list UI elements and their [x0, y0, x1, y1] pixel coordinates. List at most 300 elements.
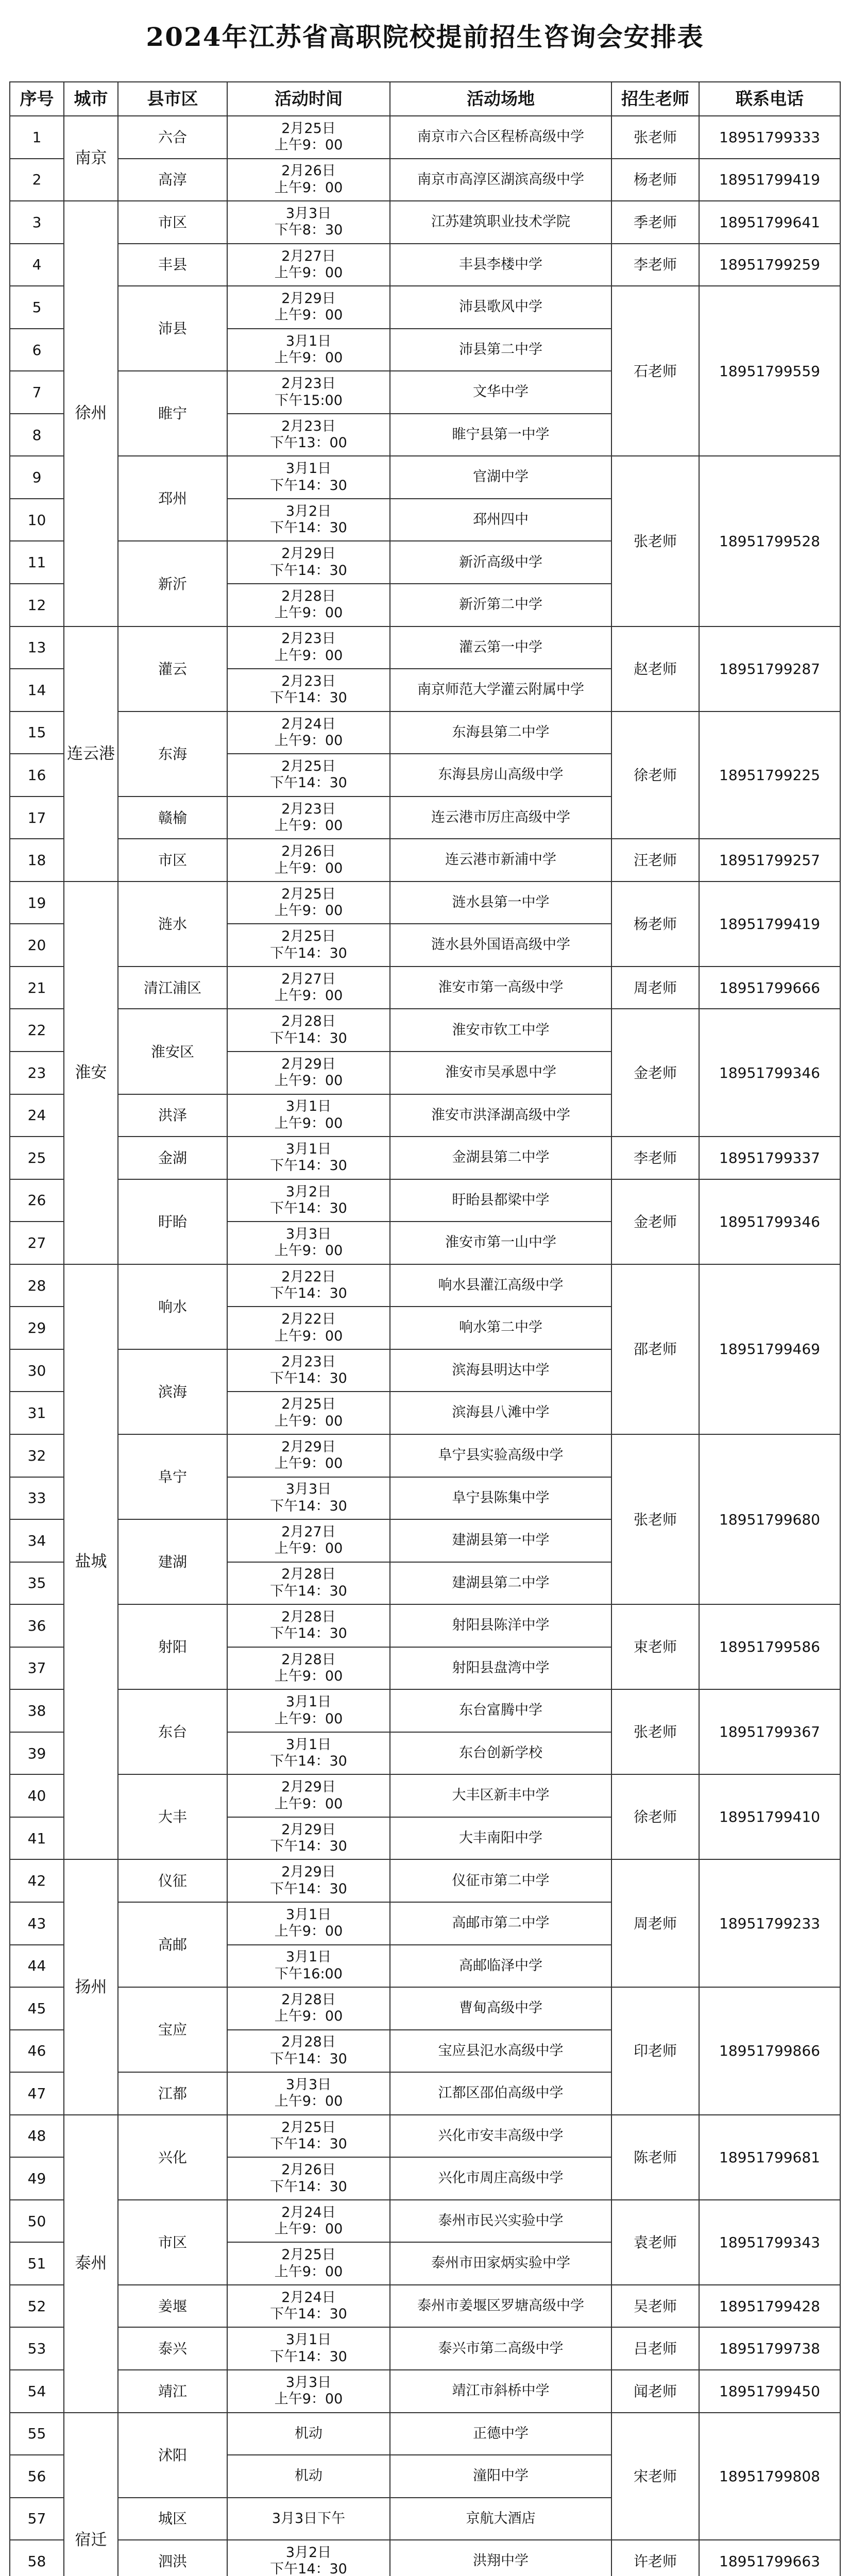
time-cell: 2月25日 下午14：30 [227, 754, 390, 796]
phone-cell: 18951799450 [699, 2370, 840, 2413]
phone-cell: 18951799559 [699, 286, 840, 456]
index-cell: 40 [10, 1774, 64, 1817]
header-district: 县市区 [118, 82, 227, 116]
teacher-cell: 张老师 [611, 116, 699, 159]
index-cell: 15 [10, 711, 64, 754]
district-cell: 沭阳 [118, 2413, 227, 2498]
time-cell: 2月29日 下午14：30 [227, 1859, 390, 1902]
phone-cell: 18951799367 [699, 1689, 840, 1774]
time-cell: 2月29日 上午9：00 [227, 1774, 390, 1817]
table-row [10, 456, 840, 499]
teacher-cell: 周老师 [611, 1859, 699, 1987]
table-header-row [10, 82, 840, 116]
city-cell: 南京 [64, 116, 118, 201]
venue-cell: 沛县歌风中学 [390, 286, 611, 329]
district-cell: 丰县 [118, 244, 227, 286]
index-cell: 45 [10, 1987, 64, 2030]
district-cell: 仪征 [118, 1859, 227, 1902]
time-cell: 2月26日 上午9：00 [227, 839, 390, 882]
header-venue: 活动场地 [390, 82, 611, 116]
teacher-cell: 石老师 [611, 286, 699, 456]
index-cell: 51 [10, 2242, 64, 2285]
time-cell: 3月1日 下午16:00 [227, 1945, 390, 1988]
district-cell: 市区 [118, 839, 227, 882]
phone-cell: 18951799808 [699, 2413, 840, 2540]
district-cell: 响水 [118, 1264, 227, 1349]
phone-cell: 18951799259 [699, 244, 840, 286]
teacher-cell: 吴老师 [611, 2285, 699, 2328]
district-cell: 泗洪 [118, 2540, 227, 2576]
table-row [10, 2327, 840, 2370]
venue-cell: 淮安市第一山中学 [390, 1222, 611, 1264]
district-cell: 金湖 [118, 1137, 227, 1179]
index-cell: 33 [10, 1477, 64, 1520]
time-cell: 3月3日 下午14：30 [227, 1477, 390, 1520]
table-row [10, 1774, 840, 1817]
venue-cell: 淮安市吴承恩中学 [390, 1052, 611, 1094]
time-cell: 2月28日 上午9：00 [227, 1987, 390, 2030]
time-cell: 3月3日 上午9：00 [227, 2072, 390, 2115]
index-cell: 1 [10, 116, 64, 159]
time-cell: 2月23日 下午14：30 [227, 669, 390, 711]
table-row [10, 1434, 840, 1477]
index-cell: 6 [10, 329, 64, 371]
index-cell: 29 [10, 1307, 64, 1349]
time-cell: 2月23日 下午13：00 [227, 414, 390, 456]
venue-cell: 曹甸高级中学 [390, 1987, 611, 2030]
index-cell: 16 [10, 754, 64, 796]
index-cell: 43 [10, 1902, 64, 1945]
venue-cell: 泰兴市第二高级中学 [390, 2327, 611, 2370]
time-cell: 2月29日 下午14：30 [227, 541, 390, 584]
district-cell: 盱眙 [118, 1179, 227, 1264]
venue-cell: 连云港市厉庄高级中学 [390, 796, 611, 839]
venue-cell: 涟水县第一中学 [390, 882, 611, 924]
district-cell: 江都 [118, 2072, 227, 2115]
venue-cell: 仪征市第二中学 [390, 1859, 611, 1902]
index-cell: 46 [10, 2030, 64, 2073]
phone-cell: 18951799528 [699, 456, 840, 626]
index-cell: 58 [10, 2540, 64, 2576]
venue-cell: 滨海县明达中学 [390, 1349, 611, 1392]
venue-cell: 滨海县八滩中学 [390, 1392, 611, 1434]
venue-cell: 淮安市钦工中学 [390, 1009, 611, 1052]
index-cell: 27 [10, 1222, 64, 1264]
teacher-cell: 金老师 [611, 1009, 699, 1137]
header-phone: 联系电话 [699, 82, 840, 116]
index-cell: 21 [10, 967, 64, 1009]
district-cell: 泰兴 [118, 2327, 227, 2370]
venue-cell: 建湖县第二中学 [390, 1562, 611, 1605]
venue-cell: 大丰区新丰中学 [390, 1774, 611, 1817]
venue-cell: 高邮市第二中学 [390, 1902, 611, 1945]
time-cell: 2月29日 上午9：00 [227, 1434, 390, 1477]
time-cell: 3月1日 下午14：30 [227, 1732, 390, 1775]
index-cell: 22 [10, 1009, 64, 1052]
district-cell: 赣榆 [118, 796, 227, 839]
time-cell: 3月3日 上午9：00 [227, 2370, 390, 2413]
time-cell: 2月24日 上午9：00 [227, 711, 390, 754]
venue-cell: 盱眙县都梁中学 [390, 1179, 611, 1222]
phone-cell: 18951799586 [699, 1604, 840, 1689]
index-cell: 17 [10, 796, 64, 839]
index-cell: 13 [10, 626, 64, 669]
time-cell: 3月2日 下午14：30 [227, 2540, 390, 2576]
teacher-cell: 许老师 [611, 2540, 699, 2576]
header-teacher: 招生老师 [611, 82, 699, 116]
district-cell: 灌云 [118, 626, 227, 711]
teacher-cell: 袁老师 [611, 2200, 699, 2285]
teacher-cell: 汪老师 [611, 839, 699, 882]
table-row [10, 2540, 840, 2576]
index-cell: 42 [10, 1859, 64, 1902]
table-row [10, 1137, 840, 1179]
time-cell: 3月3日 上午9：00 [227, 1222, 390, 1264]
time-cell: 2月23日 下午15:00 [227, 371, 390, 414]
index-cell: 4 [10, 244, 64, 286]
city-cell: 徐州 [64, 201, 118, 626]
phone-cell: 18951799666 [699, 967, 840, 1009]
teacher-cell: 陈老师 [611, 2115, 699, 2200]
venue-cell: 丰县李楼中学 [390, 244, 611, 286]
phone-cell: 18951799233 [699, 1859, 840, 1987]
venue-cell: 连云港市新浦中学 [390, 839, 611, 882]
venue-cell: 响水县灌江高级中学 [390, 1264, 611, 1307]
index-cell: 20 [10, 924, 64, 967]
table-row [10, 1987, 840, 2030]
venue-cell: 兴化市安丰高级中学 [390, 2115, 611, 2158]
district-cell: 新沂 [118, 541, 227, 626]
city-cell: 扬州 [64, 1859, 118, 2114]
time-cell: 3月1日 上午9：00 [227, 1094, 390, 1137]
venue-cell: 泰州市田家炳实验中学 [390, 2242, 611, 2285]
time-cell: 3月1日 上午9：00 [227, 1902, 390, 1945]
index-cell: 26 [10, 1179, 64, 1222]
index-cell: 41 [10, 1817, 64, 1860]
phone-cell: 18951799419 [699, 159, 840, 201]
phone-cell: 18951799866 [699, 1987, 840, 2115]
district-cell: 兴化 [118, 2115, 227, 2200]
district-cell: 涟水 [118, 882, 227, 967]
venue-cell: 官湖中学 [390, 456, 611, 499]
district-cell: 六合 [118, 116, 227, 159]
index-cell: 9 [10, 456, 64, 499]
time-cell: 2月26日 下午14：30 [227, 2157, 390, 2200]
venue-cell: 射阳县陈洋中学 [390, 1604, 611, 1647]
time-cell: 2月25日 下午14：30 [227, 2115, 390, 2158]
phone-cell: 18951799333 [699, 116, 840, 159]
table-row [10, 1009, 840, 1052]
table-row [10, 159, 840, 201]
index-cell: 55 [10, 2413, 64, 2455]
time-cell: 3月1日 下午14：30 [227, 1137, 390, 1179]
teacher-cell: 吕老师 [611, 2327, 699, 2370]
district-cell: 东海 [118, 711, 227, 796]
time-cell: 2月27日 上午9：00 [227, 1519, 390, 1562]
venue-cell: 灌云第一中学 [390, 626, 611, 669]
index-cell: 2 [10, 159, 64, 201]
index-cell: 53 [10, 2327, 64, 2370]
venue-cell: 潼阳中学 [390, 2455, 611, 2498]
phone-cell: 18951799419 [699, 882, 840, 967]
index-cell: 28 [10, 1264, 64, 1307]
city-cell: 连云港 [64, 626, 118, 882]
venue-cell: 东海县第二中学 [390, 711, 611, 754]
index-cell: 35 [10, 1562, 64, 1605]
time-cell: 2月24日 上午9：00 [227, 2200, 390, 2243]
index-cell: 8 [10, 414, 64, 456]
table-row [10, 1689, 840, 1732]
district-cell: 市区 [118, 2200, 227, 2285]
index-cell: 3 [10, 201, 64, 244]
header-index: 序号 [10, 82, 64, 116]
venue-cell: 靖江市斜桥中学 [390, 2370, 611, 2413]
time-cell: 2月25日 上午9：00 [227, 116, 390, 159]
time-cell: 2月25日 上午9：00 [227, 2242, 390, 2285]
venue-cell: 南京市高淳区湖滨高级中学 [390, 159, 611, 201]
index-cell: 36 [10, 1604, 64, 1647]
teacher-cell: 周老师 [611, 967, 699, 1009]
phone-cell: 18951799428 [699, 2285, 840, 2328]
time-cell: 2月29日 下午14：30 [227, 1817, 390, 1860]
district-cell: 高邮 [118, 1902, 227, 1987]
venue-cell: 淮安市第一高级中学 [390, 967, 611, 1009]
phone-cell: 18951799680 [699, 1434, 840, 1604]
district-cell: 洪泽 [118, 1094, 227, 1137]
phone-cell: 18951799469 [699, 1264, 840, 1434]
time-cell: 2月28日 下午14：30 [227, 1562, 390, 1605]
time-cell: 2月29日 上午9：00 [227, 286, 390, 329]
venue-cell: 东海县房山高级中学 [390, 754, 611, 796]
district-cell: 射阳 [118, 1604, 227, 1689]
district-cell: 沛县 [118, 286, 227, 371]
table-row [10, 2115, 840, 2158]
teacher-cell: 季老师 [611, 201, 699, 244]
table-row [10, 1264, 840, 1307]
teacher-cell: 金老师 [611, 1179, 699, 1264]
venue-cell: 淮安市洪泽湖高级中学 [390, 1094, 611, 1137]
district-cell: 睢宁 [118, 371, 227, 456]
index-cell: 39 [10, 1732, 64, 1775]
index-cell: 38 [10, 1689, 64, 1732]
venue-cell: 涟水县外国语高级中学 [390, 924, 611, 967]
phone-cell: 18951799410 [699, 1774, 840, 1859]
teacher-cell: 印老师 [611, 1987, 699, 2115]
teacher-cell: 李老师 [611, 244, 699, 286]
time-cell: 2月28日 下午14：30 [227, 1604, 390, 1647]
index-cell: 14 [10, 669, 64, 711]
index-cell: 47 [10, 2072, 64, 2115]
time-cell: 2月24日 下午14：30 [227, 2285, 390, 2328]
district-cell: 大丰 [118, 1774, 227, 1859]
index-cell: 49 [10, 2157, 64, 2200]
index-cell: 50 [10, 2200, 64, 2243]
header-time: 活动时间 [227, 82, 390, 116]
venue-cell: 金湖县第二中学 [390, 1137, 611, 1179]
index-cell: 24 [10, 1094, 64, 1137]
city-cell: 宿迁 [64, 2413, 118, 2576]
time-cell: 3月1日 上午9：00 [227, 329, 390, 371]
venue-cell: 泰州市姜堰区罗塘高级中学 [390, 2285, 611, 2328]
time-cell: 机动 [227, 2413, 390, 2455]
venue-cell: 响水第二中学 [390, 1307, 611, 1349]
teacher-cell: 徐老师 [611, 711, 699, 839]
phone-cell: 18951799681 [699, 2115, 840, 2200]
time-cell: 3月1日 下午14：30 [227, 2327, 390, 2370]
city-cell: 泰州 [64, 2115, 118, 2413]
time-cell: 2月25日 上午9：00 [227, 882, 390, 924]
table-row [10, 286, 840, 329]
time-cell: 3月1日 下午14：30 [227, 456, 390, 499]
schedule-table [9, 81, 841, 2576]
table-row [10, 2413, 840, 2455]
table-row [10, 2200, 840, 2243]
venue-cell: 阜宁县实验高级中学 [390, 1434, 611, 1477]
phone-cell: 18951799343 [699, 2200, 840, 2285]
time-cell: 2月28日 下午14：30 [227, 1009, 390, 1052]
teacher-cell: 徐老师 [611, 1774, 699, 1859]
teacher-cell: 张老师 [611, 456, 699, 626]
index-cell: 19 [10, 882, 64, 924]
table-body [10, 116, 840, 2576]
index-cell: 12 [10, 584, 64, 626]
district-cell: 邳州 [118, 456, 227, 541]
time-cell: 2月26日 上午9：00 [227, 159, 390, 201]
time-cell: 2月29日 上午9：00 [227, 1052, 390, 1094]
index-cell: 52 [10, 2285, 64, 2328]
time-cell: 3月2日 下午14：30 [227, 1179, 390, 1222]
district-cell: 清江浦区 [118, 967, 227, 1009]
teacher-cell: 宋老师 [611, 2413, 699, 2540]
time-cell: 2月27日 上午9：00 [227, 967, 390, 1009]
index-cell: 32 [10, 1434, 64, 1477]
table-row [10, 711, 840, 754]
table-row [10, 2285, 840, 2328]
district-cell: 城区 [118, 2498, 227, 2540]
table-row [10, 967, 840, 1009]
venue-cell: 江都区邵伯高级中学 [390, 2072, 611, 2115]
time-cell: 3月3日 下午8：30 [227, 201, 390, 244]
index-cell: 31 [10, 1392, 64, 1434]
venue-cell: 睢宁县第一中学 [390, 414, 611, 456]
time-cell: 2月28日 上午9：00 [227, 584, 390, 626]
district-cell: 高淳 [118, 159, 227, 201]
venue-cell: 东台创新学校 [390, 1732, 611, 1775]
phone-cell: 18951799337 [699, 1137, 840, 1179]
index-cell: 34 [10, 1519, 64, 1562]
venue-cell: 阜宁县陈集中学 [390, 1477, 611, 1520]
time-cell: 2月22日 上午9：00 [227, 1307, 390, 1349]
table-row [10, 626, 840, 669]
district-cell: 市区 [118, 201, 227, 244]
teacher-cell: 张老师 [611, 1434, 699, 1604]
index-cell: 56 [10, 2455, 64, 2498]
venue-cell: 文华中学 [390, 371, 611, 414]
time-cell: 2月23日 上午9：00 [227, 796, 390, 839]
table-row [10, 244, 840, 286]
time-cell: 2月25日 下午14：30 [227, 924, 390, 967]
index-cell: 57 [10, 2498, 64, 2540]
table-row [10, 1179, 840, 1222]
table-row [10, 2370, 840, 2413]
city-cell: 淮安 [64, 882, 118, 1264]
phone-cell: 18951799287 [699, 626, 840, 711]
venue-cell: 南京市六合区程桥高级中学 [390, 116, 611, 159]
venue-cell: 宝应县氾水高级中学 [390, 2030, 611, 2073]
phone-cell: 18951799346 [699, 1009, 840, 1137]
phone-cell: 18951799346 [699, 1179, 840, 1264]
time-cell: 2月23日 下午14：30 [227, 1349, 390, 1392]
venue-cell: 新沂高级中学 [390, 541, 611, 584]
index-cell: 48 [10, 2115, 64, 2158]
time-cell: 2月28日 上午9：00 [227, 1647, 390, 1690]
index-cell: 30 [10, 1349, 64, 1392]
teacher-cell: 邵老师 [611, 1264, 699, 1434]
district-cell: 东台 [118, 1689, 227, 1774]
phone-cell: 18951799257 [699, 839, 840, 882]
venue-cell: 东台富腾中学 [390, 1689, 611, 1732]
venue-cell: 京航大酒店 [390, 2498, 611, 2540]
index-cell: 10 [10, 499, 64, 541]
time-cell: 2月22日 下午14：30 [227, 1264, 390, 1307]
district-cell: 姜堰 [118, 2285, 227, 2328]
venue-cell: 邳州四中 [390, 499, 611, 541]
index-cell: 37 [10, 1647, 64, 1690]
district-cell: 滨海 [118, 1349, 227, 1434]
venue-cell: 洪翔中学 [390, 2540, 611, 2576]
table-row [10, 201, 840, 244]
index-cell: 11 [10, 541, 64, 584]
venue-cell: 沛县第二中学 [390, 329, 611, 371]
teacher-cell: 赵老师 [611, 626, 699, 711]
venue-cell: 泰州市民兴实验中学 [390, 2200, 611, 2243]
index-cell: 18 [10, 839, 64, 882]
district-cell: 淮安区 [118, 1009, 227, 1094]
index-cell: 54 [10, 2370, 64, 2413]
index-cell: 23 [10, 1052, 64, 1094]
venue-cell: 建湖县第一中学 [390, 1519, 611, 1562]
city-cell: 盐城 [64, 1264, 118, 1860]
teacher-cell: 杨老师 [611, 159, 699, 201]
header-city: 城市 [64, 82, 118, 116]
page-title: 2024年江苏省高职院校提前招生咨询会安排表 [146, 22, 704, 52]
venue-cell: 正德中学 [390, 2413, 611, 2455]
phone-cell: 18951799663 [699, 2540, 840, 2576]
teacher-cell: 闻老师 [611, 2370, 699, 2413]
table-row [10, 882, 840, 924]
venue-cell: 南京师范大学灌云附属中学 [390, 669, 611, 711]
time-cell: 3月2日 下午14：30 [227, 499, 390, 541]
venue-cell: 新沂第二中学 [390, 584, 611, 626]
time-cell: 机动 [227, 2455, 390, 2498]
index-cell: 25 [10, 1137, 64, 1179]
index-cell: 7 [10, 371, 64, 414]
venue-cell: 兴化市周庄高级中学 [390, 2157, 611, 2200]
district-cell: 阜宁 [118, 1434, 227, 1519]
index-cell: 44 [10, 1945, 64, 1988]
district-cell: 宝应 [118, 1987, 227, 2072]
time-cell: 3月3日下午 [227, 2498, 390, 2540]
teacher-cell: 杨老师 [611, 882, 699, 967]
venue-cell: 江苏建筑职业技术学院 [390, 201, 611, 244]
index-cell: 5 [10, 286, 64, 329]
time-cell: 2月25日 上午9：00 [227, 1392, 390, 1434]
district-cell: 建湖 [118, 1519, 227, 1604]
teacher-cell: 张老师 [611, 1689, 699, 1774]
table-row [10, 116, 840, 159]
time-cell: 2月23日 上午9：00 [227, 626, 390, 669]
time-cell: 2月27日 上午9：00 [227, 244, 390, 286]
